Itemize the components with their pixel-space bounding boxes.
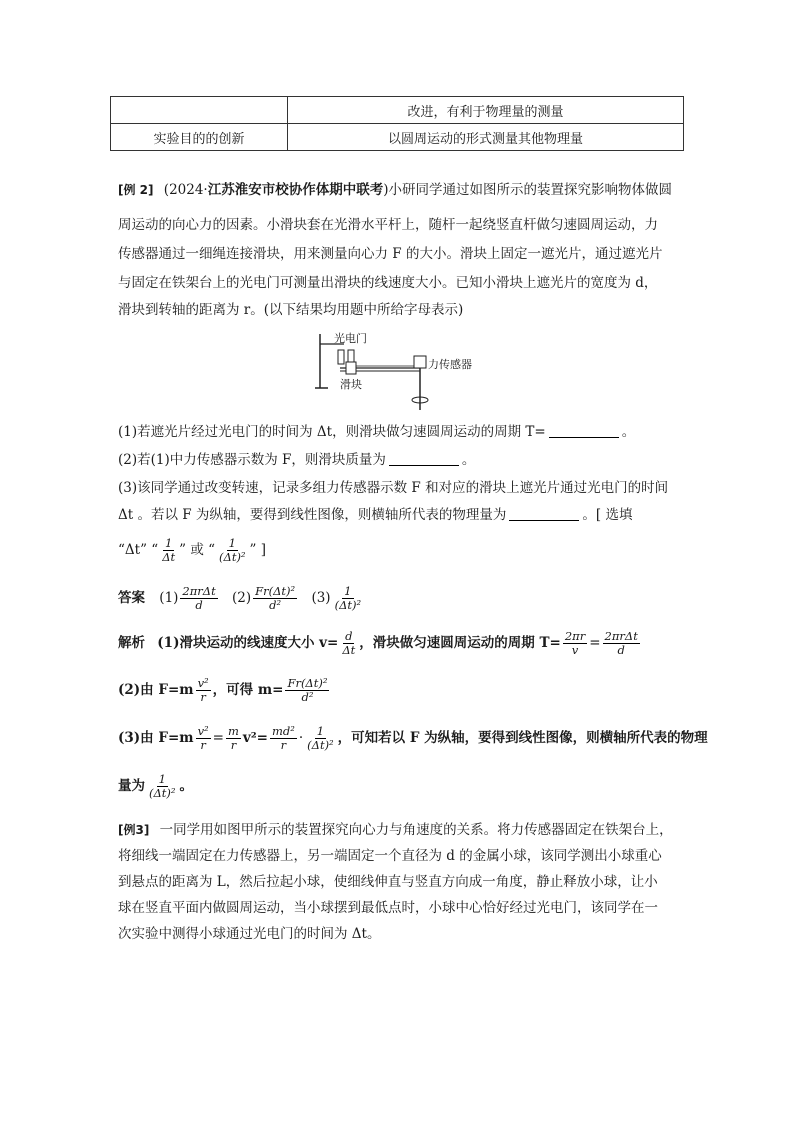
fraction: $\frac{\text{md²}}{r}$ <box>271 724 295 752</box>
fraction: $\frac{d}{\Delta t}$ <box>342 629 356 657</box>
label-photogate: 光电门 <box>334 332 367 345</box>
example-label: [例3] <box>118 823 150 837</box>
source-name: 江苏淮安市校协作体期中联考 <box>207 182 384 198</box>
table-cell: 改进，有利于物理量的测量 <box>288 97 684 124</box>
fraction: $\frac{2\pi r}{v}$ <box>564 629 586 657</box>
paragraph-line: 到悬点的距离为 L，然后拉起小球，使细线伸直与竖直方向成一角度，静止释放小球，让小 <box>118 874 658 890</box>
fraction: $\frac{\text{Fr(Δt)²}}{\text{d²}}$ <box>255 584 296 612</box>
answer-blank[interactable] <box>549 423 619 438</box>
fraction: $\frac{1}{\text{(Δt)²}}$ <box>307 724 334 752</box>
fraction: $\frac{1}{\Delta t}$ <box>162 536 176 564</box>
answer-blank[interactable] <box>509 506 579 521</box>
fraction: $\frac{\text{2πrΔt}}{d}$ <box>182 584 216 612</box>
fraction: $\frac{1}{\text{(Δt)²}}$ <box>334 584 362 612</box>
label-slider: 滑块 <box>340 378 362 391</box>
apparatus-figure <box>310 322 510 412</box>
fraction: $\frac{\text{Fr(Δt)²}}{\text{d²}}$ <box>287 676 328 704</box>
analysis-line-1: 解析 (1)滑块运动的线速度大小 v= $\frac{d}{\Delta t}$ ，滑块做匀速圆周运动的周期 T= $\frac{2\pi r}{v}$ = $\frac{\text{2πrΔt}}{d}$ <box>118 629 638 657</box>
label-force-sensor: 力传感器 <box>428 358 472 371</box>
table-row <box>111 97 684 124</box>
analysis-line-2: (2)由 F=m $\frac{\text{v²}}{r}$ ，可得 m= $\frac{\text{Fr(Δt)²}}{\text{d²}}$ <box>118 676 328 704</box>
question-3-options: “Δt” “ $\frac{1}{\Delta t}$ ” 或 “ $\frac{1}{\text{(Δt)²}}$ ” ] <box>118 536 267 564</box>
force-sensor <box>414 356 426 368</box>
question-1: (1)若遮光片经过光电门的时间为 Δt，则滑块做匀速圆周运动的周期 T= 。 <box>118 424 636 440</box>
paragraph-line: 将细线一端固定在力传感器上，另一端固定一个直径为 d 的金属小球，该同学测出小球重心 <box>118 848 662 864</box>
table-row <box>111 124 684 151</box>
table-cell <box>111 97 288 124</box>
example-label: [例 2] <box>118 183 154 197</box>
innovation-table <box>110 96 684 151</box>
paragraph-line: 与固定在铁架台上的光电门可测量出滑块的线速度大小。已知小滑块上遮光片的宽度为 d， <box>118 275 658 291</box>
fraction: $\frac{1}{\text{(Δt)²}}$ <box>149 772 176 800</box>
fraction: $\frac{\text{v²}}{r}$ <box>197 724 209 752</box>
answer-blank[interactable] <box>389 451 459 466</box>
table-cell: 以圆周运动的形式测量其他物理量 <box>288 124 684 151</box>
paragraph-line: 周运动的向心力的因素。小滑块套在光滑水平杆上，随杆一起绕竖直杆做匀速圆周运动，力 <box>118 217 658 233</box>
photogate <box>338 350 344 364</box>
table-cell: 实验目的的创新 <box>111 124 288 151</box>
analysis-line-3: (3)由 F=m $\frac{\text{v²}}{r}$ = $\frac{m}{r}$ v²= $\frac{\text{md²}}{r}$ · $\frac{1}{\text{(Δt)²}}$ ，可知若以 F 为纵轴，要得到线性图像，则横轴所代表的物理 <box>118 724 708 752</box>
slider-block <box>346 362 356 374</box>
question-3: (3)该同学通过改变转速，记录多组力传感器示数 F 和对应的滑块上遮光片通过光电门的时间 <box>118 480 669 496</box>
paragraph-line: 球在竖直平面内做圆周运动，当小球摆到最低点时，小球中心恰好经过光电门，该同学在一 <box>118 900 658 916</box>
analysis-label: 解析 <box>118 635 145 651</box>
example-2-header: [例 2] (2024·江苏淮安市校协作体期中联考)小研同学通过如图所示的装置探究影响物体做圆 <box>118 178 684 202</box>
fraction: $\frac{1}{\text{(Δt)²}}$ <box>219 536 246 564</box>
analysis-line-4: 量为 $\frac{1}{\text{(Δt)²}}$ 。 <box>118 772 194 800</box>
answer-section: 答案 (1) $\frac{\text{2πrΔt}}{d}$ (2) $\frac{\text{Fr(Δt)²}}{\text{d²}}$ (3) $\frac{1}{\text{(Δt)²}}$ <box>118 584 362 612</box>
fraction: $\frac{\text{2πrΔt}}{d}$ <box>604 629 638 657</box>
example-3-line-1: [例3] 一同学用如图甲所示的装置探究向心力与角速度的关系。将力传感器固定在铁架台上， <box>118 818 684 842</box>
question-2: (2)若(1)中力传感器示数为 F，则滑块质量为 。 <box>118 452 476 468</box>
question-3-cont: Δt 。若以 F 为纵轴，要得到线性图像，则横轴所代表的物理量为 。[ 选填 <box>118 507 633 523</box>
paragraph-line: 次实验中测得小球通过光电门的时间为 Δt。 <box>118 926 381 942</box>
answer-label: 答案 <box>118 590 145 606</box>
paragraph-line: 滑块到转轴的距离为 r。(以下结果均用题中所给字母表示) <box>118 302 464 318</box>
fraction: $\frac{\text{v²}}{r}$ <box>197 676 209 704</box>
fraction: $\frac{m}{r}$ <box>227 724 239 752</box>
paragraph-line: 传感器通过一细绳连接滑块，用来测量向心力 F 的大小。滑块上固定一遮光片，通过遮光片 <box>118 246 663 262</box>
